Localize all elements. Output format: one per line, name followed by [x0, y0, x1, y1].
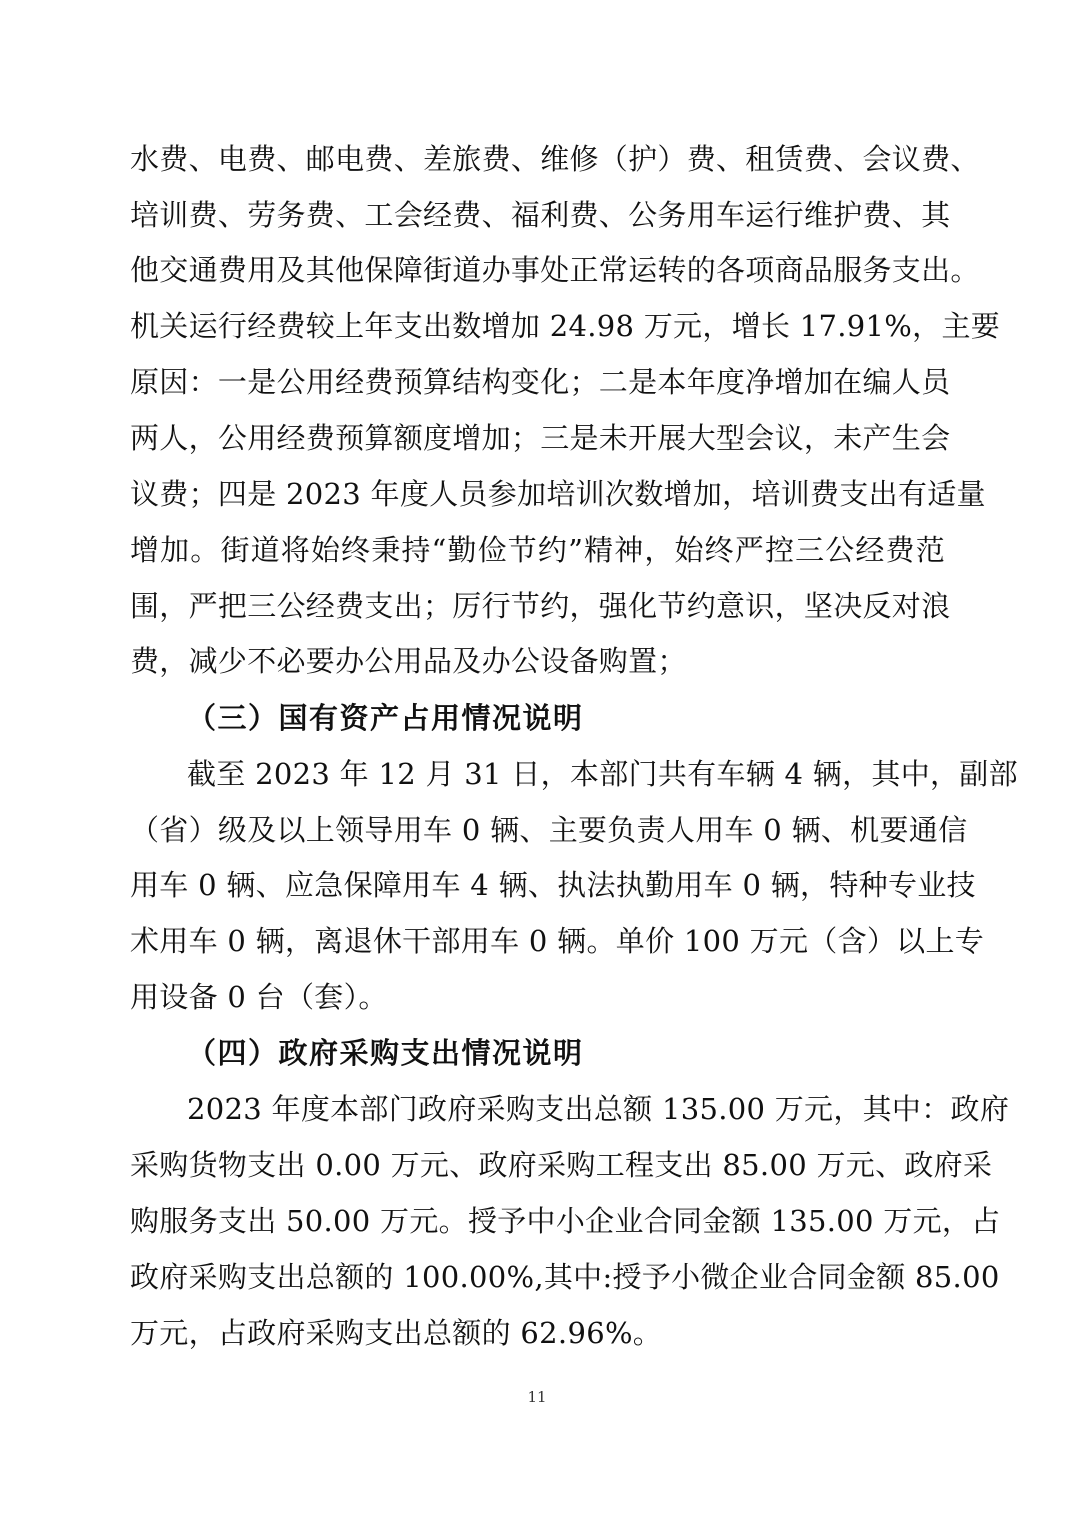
section-heading-procurement: （四）政府采购支出情况说明: [187, 1036, 584, 1070]
body-text-line: 水费、电费、邮电费、差旅费、维修（护）费、租赁费、会议费、: [130, 142, 980, 176]
body-text-line: 采购货物支出 0.00 万元、政府采购工程支出 85.00 万元、政府采: [130, 1148, 993, 1182]
body-text-line: 增加。街道将始终秉持“勤俭节约”精神，始终严控三公经费范: [130, 533, 945, 567]
section-heading-assets: （三）国有资产占用情况说明: [187, 701, 584, 735]
body-text-line: 截至 2023 年 12 月 31 日，本部门共有车辆 4 辆，其中，副部: [187, 757, 1018, 791]
body-text-line: 2023 年度本部门政府采购支出总额 135.00 万元，其中：政府: [187, 1092, 1010, 1126]
body-text-line: 围，严把三公经费支出；厉行节约，强化节约意识，坚决反对浪: [130, 589, 951, 623]
page-number: 11: [527, 1388, 547, 1406]
body-text-line: 议费；四是 2023 年度人员参加培训次数增加，培训费支出有适量: [130, 477, 986, 511]
body-text-line: 购服务支出 50.00 万元。授予中小企业合同金额 135.00 万元，占: [130, 1204, 1001, 1238]
body-text-line: 术用车 0 辆，离退休干部用车 0 辆。单价 100 万元（含）以上专: [130, 924, 985, 958]
body-text-line: 用设备 0 台（套）。: [130, 980, 388, 1014]
body-text-line: （省）级及以上领导用车 0 辆、主要负责人用车 0 辆、机要通信: [130, 813, 968, 847]
body-text-line: 他交通费用及其他保障街道办事处正常运转的各项商品服务支出。: [130, 253, 980, 287]
body-text-line: 培训费、劳务费、工会经费、福利费、公务用车运行维护费、其: [130, 198, 951, 232]
body-text-line: 用车 0 辆、应急保障用车 4 辆、执法执勤用车 0 辆，特种专业技: [130, 868, 976, 902]
body-text-line: 万元，占政府采购支出总额的 62.96%。: [130, 1316, 663, 1350]
body-text-line: 两人，公用经费预算额度增加；三是未开展大型会议，未产生会: [130, 421, 951, 455]
body-text-line: 政府采购支出总额的 100.00%,其中:授予小微企业合同金额 85.00: [130, 1260, 1000, 1294]
body-text-line: 机关运行经费较上年支出数增加 24.98 万元，增长 17.91%，主要: [130, 309, 1001, 343]
body-text-line: 费，减少不必要办公用品及办公设备购置；: [130, 644, 687, 678]
body-text-line: 原因：一是公用经费预算结构变化；二是本年度净增加在编人员: [130, 365, 951, 399]
